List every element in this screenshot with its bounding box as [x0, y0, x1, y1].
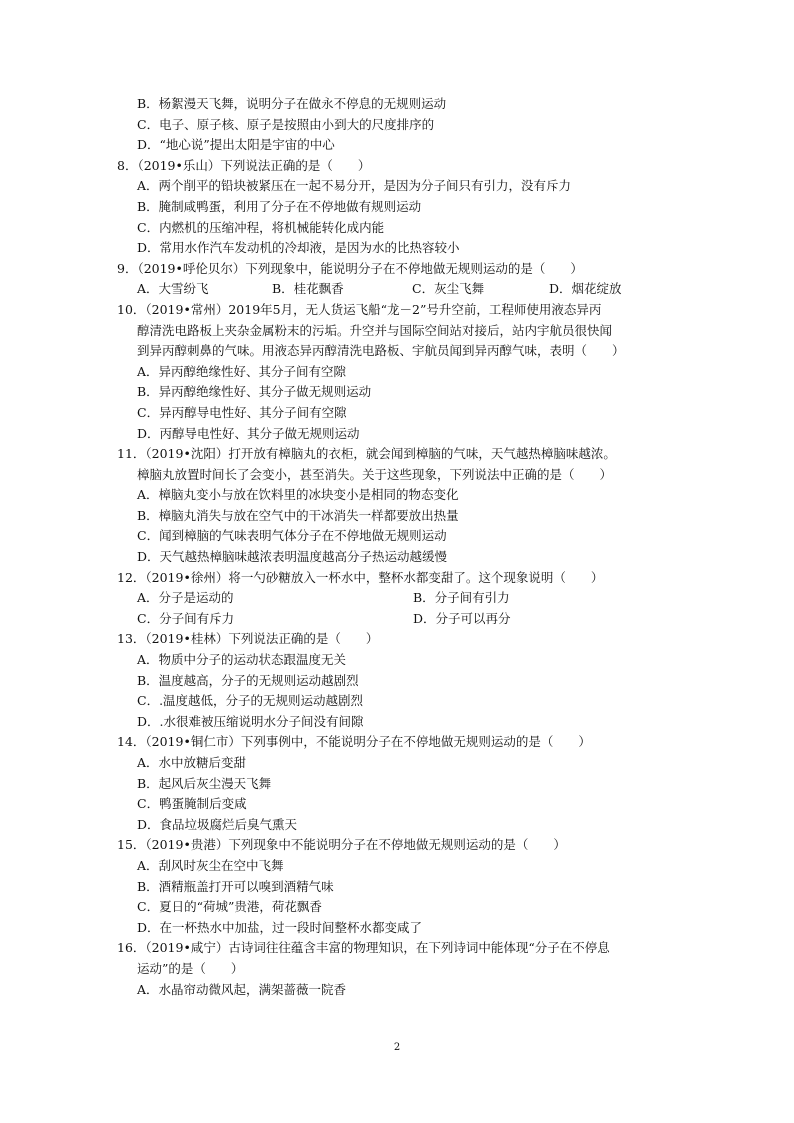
question-stem: 10．（2019•常州）2019年5月，无人货运飞船“龙－2”号升空前，工程师使用液态异丙	[117, 301, 602, 317]
option-text: A．樟脑丸变小与放在饮料里的冰块变小是相同的物态变化	[137, 487, 459, 503]
option-text: C．异丙醇导电性好、其分子间有空隙	[137, 404, 347, 420]
question-stem: 16．（2019•咸宁）古诗词往往蕴含丰富的物理知识，在下列诗词中能体现“分子在不停息	[117, 940, 610, 956]
option-text: A．水中放糖后变甜	[137, 755, 247, 770]
option-text: B．酒精瓶盖打开可以嗅到酒精气味	[137, 878, 334, 894]
option-text: D．丙醇导电性好、其分子做无规则运动	[137, 425, 360, 441]
option-text: D．烟花绽放	[549, 281, 622, 297]
question-stem: 14．（2019•铜仁市）下列事例中，不能说明分子在不停地做无规则运动的是（ ）	[117, 734, 591, 750]
option-text: C．内燃机的压缩冲程，将机械能转化成内能	[137, 219, 385, 235]
option-text: B．异丙醇绝缘性好、其分子做无规则运动	[137, 384, 372, 400]
question-stem-continued: 樟脑丸放置时间长了会变小，甚至消失。关于这些现象，下列说法中正确的是（ ）	[137, 466, 613, 482]
option-text: A．物质中分子的运动状态跟温度无关	[137, 652, 347, 668]
option-text: D．.水很难被压缩说明水分子间没有间隙	[137, 713, 364, 729]
option-text: C．电子、原子核、原子是按照由小到大的尺度排序的	[137, 116, 435, 132]
question-stem-continued: 运动”的是（ ）	[137, 960, 244, 976]
option-text: A．大雪纷飞	[137, 281, 209, 297]
options-row	[117, 588, 687, 609]
option-text: A．水晶帘动微风起，满架蔷薇一院香	[137, 981, 347, 997]
option-text: C．.温度越低，分子的无规则运动越剧烈	[137, 693, 364, 709]
option-text: D．食品垃圾腐烂后臭气熏天	[137, 816, 298, 832]
option-text: D．在一杯热水中加盐，过一段时间整杯水都变咸了	[137, 919, 423, 935]
question-stem: 9．（2019•呼伦贝尔）下列现象中，能说明分子在不停地做无规则运动的是（ ）	[117, 260, 583, 276]
question-stem: 13．（2019•桂林）下列说法正确的是（ ）	[117, 631, 379, 647]
option-text: C．分子间有斥力	[137, 610, 235, 626]
option-text: B．腌制咸鸭蛋，利用了分子在不停地做有规则运动	[137, 198, 422, 214]
question-stem: 11．（2019•沈阳）打开放有樟脑丸的衣柜，就会闻到樟脑的气味，天气越热樟脑味越浓。	[117, 446, 616, 462]
options-row	[117, 279, 687, 300]
option-text: D．天气越热樟脑味越浓表明温度越高分子热运动越缓慢	[137, 549, 448, 565]
question-stem-continued: 醇清洗电路板上夹杂金属粉末的污垢。升空并与国际空间站对接后，站内宇航员很快闻	[137, 322, 613, 338]
option-text: C．鸭蛋腌制后变咸	[137, 796, 247, 812]
options-row	[117, 609, 687, 630]
option-text: B．温度越高，分子的无规则运动越剧烈	[137, 672, 359, 688]
option-text: B．分子间有引力	[413, 590, 510, 606]
option-text: A．刮风时灰尘在空中飞舞	[137, 857, 284, 873]
option-text: B．杨絮漫天飞舞，说明分子在做永不停息的无规则运动	[137, 96, 447, 111]
question-stem: 15．（2019•贵港）下列现象中不能说明分子在不停地做无规则运动的是（ ）	[117, 837, 566, 853]
option-text: A．异丙醇绝缘性好、其分子间有空隙	[137, 363, 347, 379]
option-text: B．桂花飘香	[272, 281, 344, 297]
option-text: D．常用水作汽车发动机的冷却液，是因为水的比热容较小	[137, 240, 460, 256]
question-stem: 12．（2019•徐州）将一勺砂糖放入一杯水中，整杯水都变甜了。这个现象说明（ ）	[117, 569, 604, 585]
question-stem: 8．（2019•乐山）下列说法正确的是（ ）	[117, 157, 371, 173]
option-text: C．夏日的“荷城”贵港，荷花飘香	[137, 899, 322, 915]
option-text: B．起风后灰尘漫天飞舞	[137, 775, 272, 791]
option-text: C．闻到樟脑的气味表明气体分子在不停地做无规则运动	[137, 528, 447, 544]
option-text: D．“地心说”提出太阳是宇宙的中心	[137, 137, 335, 153]
question-stem-continued: 到异丙醇刺鼻的气味。用液态异丙醇清洗电路板、宇航员闻到异丙醇气味，表明（ ）	[137, 343, 625, 359]
option-text: A．分子是运动的	[137, 590, 234, 606]
option-text: D．分子可以再分	[413, 610, 511, 626]
option-text: C．灰尘飞舞	[412, 281, 485, 297]
option-text: A．两个削平的铅块被紧压在一起不易分开，是因为分子间只有引力，没有斥力	[137, 178, 572, 194]
page-number: 2	[393, 1042, 401, 1053]
option-text: B．樟脑丸消失与放在空气中的干冰消失一样都要放出热量	[137, 507, 459, 523]
question-list	[117, 94, 687, 1000]
